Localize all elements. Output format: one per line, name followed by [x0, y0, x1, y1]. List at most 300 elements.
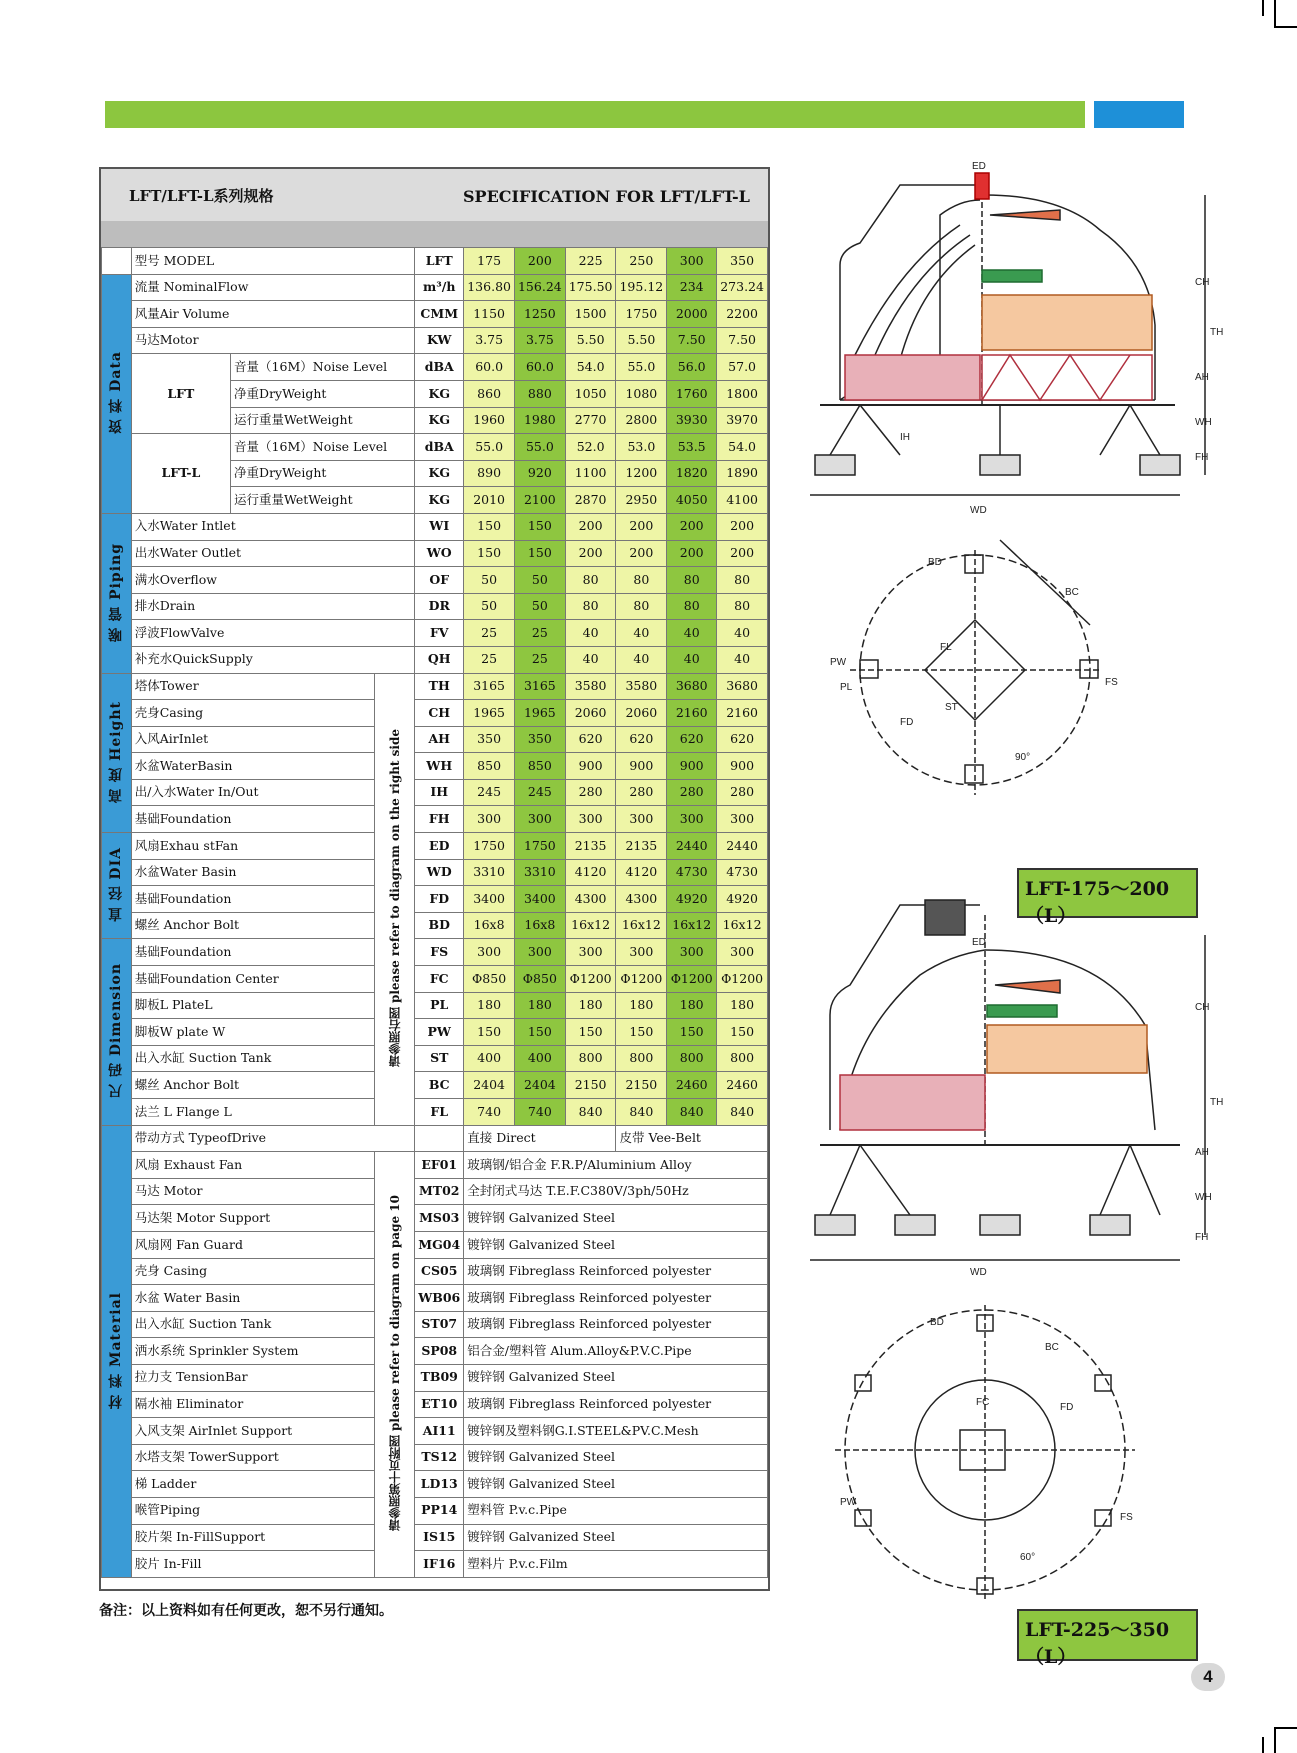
row-code — [415, 1125, 464, 1152]
value-cell: 150 — [565, 1019, 616, 1046]
row-label: 排水Drain — [131, 593, 415, 620]
section-data — [102, 274, 132, 513]
value-cell: 40 — [565, 646, 616, 673]
top-bar-green — [105, 101, 1085, 128]
crop-mark — [1274, 1727, 1297, 1729]
section-label-dimension: 尺 码 Dimension — [108, 963, 125, 1099]
value-cell: Φ1200 — [616, 966, 667, 993]
table-row — [102, 620, 768, 647]
value-cell: 900 — [616, 753, 667, 780]
row-label: 出水Water Outlet — [131, 540, 415, 567]
row-label: 流量 NominalFlow — [131, 274, 415, 301]
value-cell: 3580 — [565, 673, 616, 700]
table-row — [102, 434, 768, 461]
row-label: 马达 Motor — [131, 1178, 375, 1205]
label-th-2: TH — [1210, 1097, 1224, 1108]
value-cell: 180 — [667, 992, 717, 1019]
label-fh-2: FH — [1195, 1232, 1209, 1243]
value-cell: 620 — [565, 726, 616, 753]
section-label-material: 材 料 Material — [108, 1291, 125, 1409]
value-cell: 150 — [514, 540, 565, 567]
value-cell: 245 — [464, 779, 515, 806]
row-code: MS03 — [415, 1205, 464, 1232]
value-cell: 180 — [464, 992, 515, 1019]
value-cell: 620 — [616, 726, 667, 753]
table-row — [102, 966, 768, 993]
label-angle-60: 60° — [1020, 1552, 1036, 1563]
value-cell: 3310 — [464, 859, 515, 886]
value-cell: 300 — [616, 939, 667, 966]
row-code: WD — [415, 859, 464, 886]
value-cell: 80 — [616, 567, 667, 594]
drive-belt: 皮带 Vee-Belt — [616, 1125, 768, 1152]
row-code: IF16 — [415, 1551, 464, 1578]
row-label: 型号 MODEL — [131, 248, 415, 275]
row-code: WO — [415, 540, 464, 567]
value-cell: 2950 — [616, 487, 667, 514]
value-cell: 50 — [464, 593, 515, 620]
value-cell: 2010 — [464, 487, 515, 514]
value-cell: 53.0 — [616, 434, 667, 461]
spec-title-cn: LFT/LFT-L系列规格 — [129, 187, 274, 205]
value-cell: 2200 — [717, 301, 768, 328]
value-cell: 2060 — [616, 700, 667, 727]
value-cell: 54.0 — [717, 434, 768, 461]
table-row — [102, 1205, 768, 1232]
label-fd-2: FD — [1060, 1402, 1074, 1413]
value-cell: 280 — [616, 779, 667, 806]
value-cell: 40 — [717, 620, 768, 647]
spec-subheader — [101, 221, 768, 248]
group-label: LFT — [131, 354, 230, 434]
value-cell: 3400 — [514, 886, 565, 913]
value-cell: 60.0 — [464, 354, 515, 381]
value-cell: 800 — [717, 1045, 768, 1072]
row-code: dBA — [415, 354, 464, 381]
value-cell: 55.0 — [464, 434, 515, 461]
value-cell: 880 — [514, 380, 565, 407]
value-cell: 2460 — [667, 1072, 717, 1099]
ref-note — [375, 1152, 415, 1578]
table-row — [102, 1125, 768, 1152]
label-bc-2: BC — [1045, 1342, 1059, 1353]
value-cell: 300 — [667, 806, 717, 833]
value-cell: 245 — [514, 779, 565, 806]
row-label: 基础Foundation — [131, 806, 375, 833]
label-pl: PL — [840, 682, 853, 693]
value-cell: 850 — [464, 753, 515, 780]
label-st: ST — [945, 702, 958, 713]
material-cell: 镀锌钢 Galvanized Steel — [464, 1231, 768, 1258]
value-cell: 2800 — [616, 407, 667, 434]
row-label: 胶片架 In-FillSupport — [131, 1524, 375, 1551]
value-cell: 80 — [565, 567, 616, 594]
material-cell: 塑料片 P.v.c.Film — [464, 1551, 768, 1578]
value-cell: 80 — [616, 593, 667, 620]
row-code: IH — [415, 779, 464, 806]
row-code: ST07 — [415, 1311, 464, 1338]
material-cell: 玻璃钢 Fibreglass Reinforced polyester — [464, 1285, 768, 1312]
value-cell: 1200 — [616, 460, 667, 487]
value-cell: 2100 — [514, 487, 565, 514]
section-material — [102, 1125, 132, 1577]
value-cell: 80 — [717, 593, 768, 620]
value-cell: 4920 — [717, 886, 768, 913]
spec-table — [99, 167, 770, 1591]
section-dia — [102, 833, 132, 939]
value-cell: 50 — [514, 567, 565, 594]
row-code: KW — [415, 327, 464, 354]
row-code: AH — [415, 726, 464, 753]
blank-cell — [102, 248, 132, 275]
label-fs-2: FS — [1120, 1512, 1133, 1523]
table-row — [102, 1099, 768, 1126]
value-cell: 25 — [464, 646, 515, 673]
value-cell: 800 — [565, 1045, 616, 1072]
value-cell: 3970 — [717, 407, 768, 434]
section-label-height: 高 度 Height — [108, 700, 125, 803]
row-code: CH — [415, 700, 464, 727]
tower1-plan-view — [850, 540, 1100, 795]
value-cell: 3310 — [514, 859, 565, 886]
row-label: 入水Water Intlet — [131, 513, 415, 540]
value-cell: 2460 — [717, 1072, 768, 1099]
row-label: 风量Air Volume — [131, 301, 415, 328]
value-cell: 53.5 — [667, 434, 717, 461]
value-cell: 40 — [717, 646, 768, 673]
value-cell: 800 — [667, 1045, 717, 1072]
row-code: FH — [415, 806, 464, 833]
value-cell: 40 — [667, 620, 717, 647]
value-cell: 55.0 — [616, 354, 667, 381]
label-wd: WD — [970, 505, 987, 516]
value-cell: 80 — [667, 567, 717, 594]
value-cell: 620 — [667, 726, 717, 753]
value-cell: 50 — [514, 593, 565, 620]
value-cell: Φ1200 — [717, 966, 768, 993]
row-code: OF — [415, 567, 464, 594]
row-label: 入风支架 AirInlet Support — [131, 1418, 375, 1445]
row-label: 浮波FlowValve — [131, 620, 415, 647]
row-label: 补充水QuickSupply — [131, 646, 415, 673]
table-row — [102, 753, 768, 780]
section-piping — [102, 513, 132, 673]
value-cell: 1965 — [514, 700, 565, 727]
ref-note — [375, 673, 415, 1125]
value-cell: 300 — [464, 806, 515, 833]
row-code: BC — [415, 1072, 464, 1099]
label-ah-2: AH — [1195, 1147, 1209, 1158]
value-cell: 1100 — [565, 460, 616, 487]
material-cell: 全封闭式马达 T.E.F.C380V/3ph/50Hz — [464, 1178, 768, 1205]
row-label: 螺丝 Anchor Bolt — [131, 912, 375, 939]
value-cell: 200 — [616, 540, 667, 567]
value-cell: 840 — [616, 1099, 667, 1126]
row-code: FL — [415, 1099, 464, 1126]
row-label: 壳身 Casing — [131, 1258, 375, 1285]
section-label-data: 资 料 Data — [108, 351, 125, 434]
value-cell: 900 — [717, 753, 768, 780]
value-cell: 40 — [667, 646, 717, 673]
tower2-plan-view — [835, 1305, 1135, 1600]
table-row — [102, 833, 768, 860]
value-cell: 150 — [616, 1019, 667, 1046]
row-label: 螺丝 Anchor Bolt — [131, 1072, 375, 1099]
row-code: FD — [415, 886, 464, 913]
value-cell: 920 — [514, 460, 565, 487]
row-label: 运行重量WetWeight — [231, 407, 415, 434]
label-fh: FH — [1195, 452, 1209, 463]
value-cell: 25 — [464, 620, 515, 647]
row-label: 胶片 In-Fill — [131, 1551, 375, 1578]
value-cell: 180 — [565, 992, 616, 1019]
value-cell: 3.75 — [514, 327, 565, 354]
crop-mark — [1274, 0, 1276, 28]
value-cell: 2160 — [717, 700, 768, 727]
value-cell: 1965 — [464, 700, 515, 727]
label-ih: IH — [900, 432, 910, 443]
value-cell: 280 — [565, 779, 616, 806]
value-cell: 1890 — [717, 460, 768, 487]
row-code: DR — [415, 593, 464, 620]
drive-direct: 直接 Direct — [464, 1125, 616, 1152]
value-cell: Φ850 — [464, 966, 515, 993]
value-cell: 200 — [717, 513, 768, 540]
label-ed: ED — [972, 161, 986, 172]
value-cell: 3165 — [514, 673, 565, 700]
material-cell: 镀锌钢 Galvanized Steel — [464, 1471, 768, 1498]
value-cell: 4050 — [667, 487, 717, 514]
value-cell: 150 — [464, 1019, 515, 1046]
table-row — [102, 859, 768, 886]
value-cell: 350 — [717, 248, 768, 275]
table-row — [102, 1524, 768, 1551]
value-cell: 200 — [514, 248, 565, 275]
value-cell: 60.0 — [514, 354, 565, 381]
value-cell: 150 — [464, 513, 515, 540]
row-code: ST — [415, 1045, 464, 1072]
value-cell: 840 — [717, 1099, 768, 1126]
value-cell: 3.75 — [464, 327, 515, 354]
value-cell: 2150 — [616, 1072, 667, 1099]
row-label: 带动方式 TypeofDrive — [131, 1125, 415, 1152]
label-pw-2: PW — [840, 1497, 857, 1508]
row-code: TB09 — [415, 1364, 464, 1391]
value-cell: 1820 — [667, 460, 717, 487]
label-pw: PW — [830, 657, 847, 668]
row-label: 壳身Casing — [131, 700, 375, 727]
label-ah: AH — [1195, 372, 1209, 383]
material-cell: 镀锌钢 Galvanized Steel — [464, 1524, 768, 1551]
row-label: 出/入水Water In/Out — [131, 779, 375, 806]
material-cell: 铝合金/塑料管 Alum.Alloy&P.V.C.Pipe — [464, 1338, 768, 1365]
label-wh: WH — [1195, 417, 1212, 428]
table-row — [102, 248, 768, 275]
value-cell: 900 — [667, 753, 717, 780]
table-row — [102, 939, 768, 966]
row-code: LD13 — [415, 1471, 464, 1498]
value-cell: 150 — [464, 540, 515, 567]
row-label: 音量（16M）Noise Level — [231, 354, 415, 381]
table-row — [102, 1231, 768, 1258]
value-cell: 80 — [565, 593, 616, 620]
value-cell: 300 — [464, 939, 515, 966]
material-cell: 镀锌钢 Galvanized Steel — [464, 1205, 768, 1232]
spec-grid — [101, 247, 768, 1578]
row-code: PL — [415, 992, 464, 1019]
table-row — [102, 567, 768, 594]
row-code: TH — [415, 673, 464, 700]
value-cell: 300 — [717, 939, 768, 966]
section-label-piping: 喉 管 Piping — [108, 542, 125, 642]
label-fd: FD — [900, 717, 914, 728]
table-row — [102, 1497, 768, 1524]
model-tag-top: LFT-175～200（L） — [1017, 868, 1198, 918]
row-code: FV — [415, 620, 464, 647]
value-cell: 840 — [667, 1099, 717, 1126]
value-cell: 3165 — [464, 673, 515, 700]
row-code: TS12 — [415, 1444, 464, 1471]
value-cell: 300 — [717, 806, 768, 833]
table-row — [102, 540, 768, 567]
row-label: 风扇Exhau stFan — [131, 833, 375, 860]
value-cell: 150 — [514, 1019, 565, 1046]
value-cell: 180 — [514, 992, 565, 1019]
value-cell: 3400 — [464, 886, 515, 913]
table-row — [102, 1178, 768, 1205]
value-cell: 300 — [514, 939, 565, 966]
table-row — [102, 1019, 768, 1046]
row-code: WB06 — [415, 1285, 464, 1312]
value-cell: 350 — [464, 726, 515, 753]
row-label: 马达架 Motor Support — [131, 1205, 375, 1232]
table-row — [102, 593, 768, 620]
row-code: CMM — [415, 301, 464, 328]
value-cell: 1760 — [667, 380, 717, 407]
value-cell: 80 — [667, 593, 717, 620]
value-cell: 740 — [464, 1099, 515, 1126]
value-cell: 195.12 — [616, 274, 667, 301]
row-label: 水盆WaterBasin — [131, 753, 375, 780]
row-code: IS15 — [415, 1524, 464, 1551]
value-cell: 1750 — [514, 833, 565, 860]
value-cell: 1980 — [514, 407, 565, 434]
value-cell: 4730 — [667, 859, 717, 886]
row-label: 梯 Ladder — [131, 1471, 375, 1498]
value-cell: 156.24 — [514, 274, 565, 301]
table-row — [102, 1152, 768, 1179]
table-row — [102, 274, 768, 301]
table-row — [102, 1551, 768, 1578]
value-cell: 350 — [514, 726, 565, 753]
value-cell: 16x12 — [616, 912, 667, 939]
value-cell: 860 — [464, 380, 515, 407]
label-wh-2: WH — [1195, 1192, 1212, 1203]
footnote: 备注：以上资料如有任何更改，恕不另行通知。 — [99, 1603, 393, 1619]
label-ch-2: CH — [1195, 1002, 1210, 1013]
table-row — [102, 673, 768, 700]
material-cell: 玻璃钢 Fibreglass Reinforced polyester — [464, 1258, 768, 1285]
label-bd: BD — [928, 557, 942, 568]
row-label: 出入水缸 Suction Tank — [131, 1045, 375, 1072]
row-label: 运行重量WetWeight — [231, 487, 415, 514]
value-cell: 1800 — [717, 380, 768, 407]
value-cell: 850 — [514, 753, 565, 780]
label-bc: BC — [1065, 587, 1079, 598]
value-cell: Φ1200 — [667, 966, 717, 993]
value-cell: 300 — [667, 248, 717, 275]
value-cell: 2150 — [565, 1072, 616, 1099]
label-fc: FC — [976, 1397, 990, 1408]
value-cell: 1080 — [616, 380, 667, 407]
value-cell: 840 — [565, 1099, 616, 1126]
value-cell: 16x12 — [717, 912, 768, 939]
row-label: 入风AirInlet — [131, 726, 375, 753]
table-row — [102, 806, 768, 833]
label-th: TH — [1210, 327, 1224, 338]
label-fs: FS — [1105, 677, 1118, 688]
value-cell: 2770 — [565, 407, 616, 434]
value-cell: 4730 — [717, 859, 768, 886]
row-label: 洒水系统 Sprinkler System — [131, 1338, 375, 1365]
table-row — [102, 646, 768, 673]
row-label: 基础Foundation — [131, 886, 375, 913]
section-label-dia: 直 径 DIA — [108, 847, 125, 922]
value-cell: 1150 — [464, 301, 515, 328]
row-code: BD — [415, 912, 464, 939]
value-cell: 1750 — [616, 301, 667, 328]
value-cell: 3580 — [616, 673, 667, 700]
table-row — [102, 1444, 768, 1471]
material-cell: 镀锌钢及塑料钢G.I.STEEL&PV.C.Mesh — [464, 1418, 768, 1445]
group-label: LFT-L — [131, 434, 230, 514]
row-label: 脚板L PlateL — [131, 992, 375, 1019]
value-cell: 4100 — [717, 487, 768, 514]
value-cell: 200 — [565, 540, 616, 567]
row-code: MT02 — [415, 1178, 464, 1205]
value-cell: 4120 — [616, 859, 667, 886]
row-label: 隔水袖 Eliminator — [131, 1391, 375, 1418]
value-cell: 7.50 — [717, 327, 768, 354]
value-cell: Φ1200 — [565, 966, 616, 993]
row-label: 水塔支架 TowerSupport — [131, 1444, 375, 1471]
value-cell: 800 — [616, 1045, 667, 1072]
spec-title-en: SPECIFICATION FOR LFT/LFT-L — [463, 187, 750, 206]
table-row — [102, 354, 768, 381]
label-ed-2: ED — [972, 937, 986, 948]
value-cell: 136.80 — [464, 274, 515, 301]
row-code: m³/h — [415, 274, 464, 301]
table-row — [102, 1072, 768, 1099]
value-cell: 40 — [616, 646, 667, 673]
value-cell: 1750 — [464, 833, 515, 860]
table-row — [102, 1418, 768, 1445]
row-label: 音量（16M）Noise Level — [231, 434, 415, 461]
value-cell: 25 — [514, 646, 565, 673]
row-label: 水盆 Water Basin — [131, 1285, 375, 1312]
value-cell: 280 — [667, 779, 717, 806]
row-label: 满水Overflow — [131, 567, 415, 594]
table-row — [102, 726, 768, 753]
material-cell: 镀锌钢 Galvanized Steel — [464, 1364, 768, 1391]
row-code: dBA — [415, 434, 464, 461]
ref-note-text: 请参照第十页附图 please refer to diagram on page 10 — [387, 1195, 402, 1532]
table-row — [102, 327, 768, 354]
material-cell: 玻璃钢 Fibreglass Reinforced polyester — [464, 1311, 768, 1338]
row-code: KG — [415, 380, 464, 407]
row-label: 脚板W plate W — [131, 1019, 375, 1046]
material-cell: 玻璃钢/铝合金 F.R.P/Aluminium Alloy — [464, 1152, 768, 1179]
